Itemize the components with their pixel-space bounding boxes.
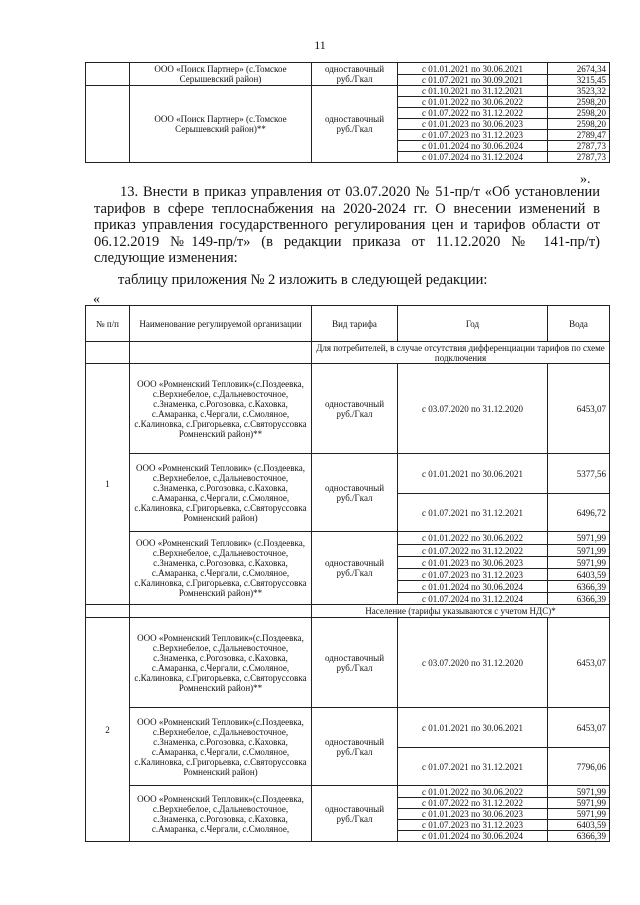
section-title: Для потребителей, в случае отсутствия дифференциации тарифов по схеме подключения (312, 342, 610, 364)
value: 5971,99 (548, 545, 610, 557)
period: с 01.01.2024 по 30.06.2024 (398, 141, 548, 152)
period: с 01.07.2022 по 31.12.2022 (398, 108, 548, 119)
value: 5971,99 (548, 798, 610, 809)
org-name: ООО «Ромненский Тепловик» (с.Поздеевка, с.Верхнебелое, с.Дальневосточное, с.Знаменка, с.Рогозовка, с.Каховка, с.Амаранка, с.Чергали, с.Смоляное, с.Калиновка, с.Григорьевка, с.Святоруссовка Ромненский район) (130, 454, 312, 532)
org-name: ООО «Ромненский Тепловик»(с.Поздеевка, с.Верхнебелое, с.Дальневосточное, с.Знаменка, с.Рогозовка, с.Каховка, с.Амаранка, с.Чергали, с.Смоляное, с.Калиновка, с.Григорьевка, с.Святоруссовка Ромненский район) (130, 708, 312, 786)
table-row (86, 786, 610, 798)
row-number: 1 (86, 364, 130, 605)
org-name: ООО «Ромненский Тепловик»(с.Поздеевка, с.Верхнебелое, с.Дальневосточное, с.Знаменка, с.Рогозовка, с.Каховка, с.Амаранка, с.Чергали, с.Смоляное, (130, 786, 312, 842)
tariff-type: одноставочный руб./Гкал (312, 86, 398, 163)
period: с 01.07.2022 по 31.12.2022 (398, 798, 548, 809)
value: 6403,59 (548, 820, 610, 831)
period: с 01.07.2021 по 30.09.2021 (398, 75, 548, 86)
tariff-type: одноставочный руб./Гкал (312, 786, 398, 842)
table-row (86, 86, 610, 97)
value: 5377,56 (548, 454, 610, 494)
value: 6403,59 (548, 569, 610, 581)
value: 5971,99 (548, 809, 610, 820)
value: 2598,20 (548, 97, 610, 108)
value: 3215,45 (548, 75, 610, 86)
top-tariff-table (85, 62, 610, 163)
table-row (86, 708, 610, 748)
tariff-type: одноставочный руб./Гкал (312, 454, 398, 532)
org-name: ООО «Ромненский Тепловик»(с.Поздеевка, с.Верхнебелое, с.Дальневосточное, с.Знаменка, с.Рогозовка, с.Каховка, с.Амаранка, с.Чергали, с.Смоляное, с.Калиновка, с.Григорьевка, с.Святоруссовка Ромненский район)** (130, 618, 312, 708)
value: 6366,39 (548, 593, 610, 605)
page-number: 11 (314, 38, 326, 52)
org-name: ООО «Поиск Партнер» (с.Томское Серышевский район)** (130, 86, 312, 163)
period: с 01.07.2023 по 31.12.2023 (398, 130, 548, 141)
period: с 03.07.2020 по 31.12.2020 (398, 364, 548, 454)
value: 7796,06 (548, 748, 610, 786)
value: 6453,07 (548, 708, 610, 748)
period: с 01.01.2021 по 30.06.2021 (398, 63, 548, 75)
period: с 03.07.2020 по 31.12.2020 (398, 618, 548, 708)
paragraph-13-sub: таблицу приложения № 2 изложить в следующей редакции: (118, 272, 488, 288)
period: с 01.01.2021 по 30.06.2021 (398, 454, 548, 494)
period: с 01.07.2023 по 31.12.2023 (398, 569, 548, 581)
period: с 01.10.2021 по 31.12.2021 (398, 86, 548, 97)
tariff-type: одноставочный руб./Гкал (312, 63, 398, 86)
value: 5971,99 (548, 532, 610, 545)
value: 2787,73 (548, 152, 610, 163)
value: 3523,32 (548, 86, 610, 97)
main-tariff-table (85, 305, 610, 842)
period: с 01.07.2021 по 31.12.2021 (398, 748, 548, 786)
paragraph-13 (94, 184, 600, 267)
period: с 01.07.2024 по 31.12.2024 (398, 593, 548, 605)
header-water: Вода (548, 306, 610, 342)
value: 2598,20 (548, 108, 610, 119)
org-name: ООО «Поиск Партнер» (с.Томское Серышевский район) (130, 63, 312, 86)
period: с 01.07.2021 по 31.12.2021 (398, 494, 548, 532)
value: 2598,20 (548, 119, 610, 130)
section-title: Население (тарифы указываются с учетом НДС)* (312, 605, 610, 618)
period: с 01.01.2024 по 30.06.2024 (398, 831, 548, 842)
org-name: ООО «Ромненский Тепловик»(с.Поздеевка, с.Верхнебелое, с.Дальневосточное, с.Знаменка, с.Рогозовка, с.Каховка, с.Амаранка, с.Чергали, с.Смоляное, с.Калиновка, с.Григорьевка, с.Святоруссовка Ромненский район)** (130, 364, 312, 454)
value: 6366,39 (548, 581, 610, 593)
header-tariff: Вид тарифа (312, 306, 398, 342)
value: 6453,07 (548, 618, 610, 708)
period: с 01.07.2022 по 31.12.2022 (398, 545, 548, 557)
period: с 01.01.2023 по 30.06.2023 (398, 119, 548, 130)
table-row (86, 454, 610, 494)
section-row (86, 342, 610, 364)
period: с 01.01.2022 по 30.06.2022 (398, 97, 548, 108)
period: с 01.01.2022 по 30.06.2022 (398, 786, 548, 798)
tariff-type: одноставочный руб./Гкал (312, 618, 398, 708)
period: с 01.07.2024 по 31.12.2024 (398, 152, 548, 163)
value: 6496,72 (548, 494, 610, 532)
table-row (86, 618, 610, 708)
period: с 01.01.2023 по 30.06.2023 (398, 557, 548, 569)
header-org: Наименование регулируемой организации (130, 306, 312, 342)
table-row (86, 364, 610, 454)
period: с 01.01.2024 по 30.06.2024 (398, 581, 548, 593)
table-header-row (86, 306, 610, 342)
value: 2674,34 (548, 63, 610, 75)
tariff-type: одноставочный руб./Гкал (312, 708, 398, 786)
table-row (86, 532, 610, 545)
paragraph-13-text: 13. Внести в приказ управления от 03.07.2020 № 51-пр/т «Об установлении тарифов в сфере теплоснабжения на 2020-2024 гг. О внесении изменений в приказ управления государственного регулирования цен и тарифов области от 06.12.2019 №149-пр/т» (в редакции приказа от 11.12.2020 № 141-пр/т) следующие изменения: (94, 184, 600, 266)
section-row (86, 605, 610, 618)
row-number: 2 (86, 618, 130, 842)
value: 2787,73 (548, 141, 610, 152)
period: с 01.01.2023 по 30.06.2023 (398, 809, 548, 820)
period: с 01.01.2021 по 30.06.2021 (398, 708, 548, 748)
value: 2789,47 (548, 130, 610, 141)
org-name: ООО «Ромненский Тепловик» (с.Поздеевка, с.Верхнебелое, с.Дальневосточное, с.Знаменка, с.Рогозовка, с.Каховка, с.Амаранка, с.Чергали, с.Смоляное, с.Калиновка, с.Григорьевка, с.Святоруссовка Ромненский район)** (130, 532, 312, 605)
period: с 01.01.2022 по 30.06.2022 (398, 532, 548, 545)
period: с 01.07.2023 по 31.12.2023 (398, 820, 548, 831)
value: 6366,39 (548, 831, 610, 842)
header-num: № п/п (86, 306, 130, 342)
tariff-type: одноставочный руб./Гкал (312, 364, 398, 454)
table-row (86, 63, 610, 75)
value: 6453,07 (548, 364, 610, 454)
closing-quote: ». (580, 172, 591, 187)
value: 5971,99 (548, 786, 610, 798)
opening-quote: « (93, 292, 100, 307)
tariff-type: одноставочный руб./Гкал (312, 532, 398, 605)
header-year: Год (398, 306, 548, 342)
value: 5971,99 (548, 557, 610, 569)
